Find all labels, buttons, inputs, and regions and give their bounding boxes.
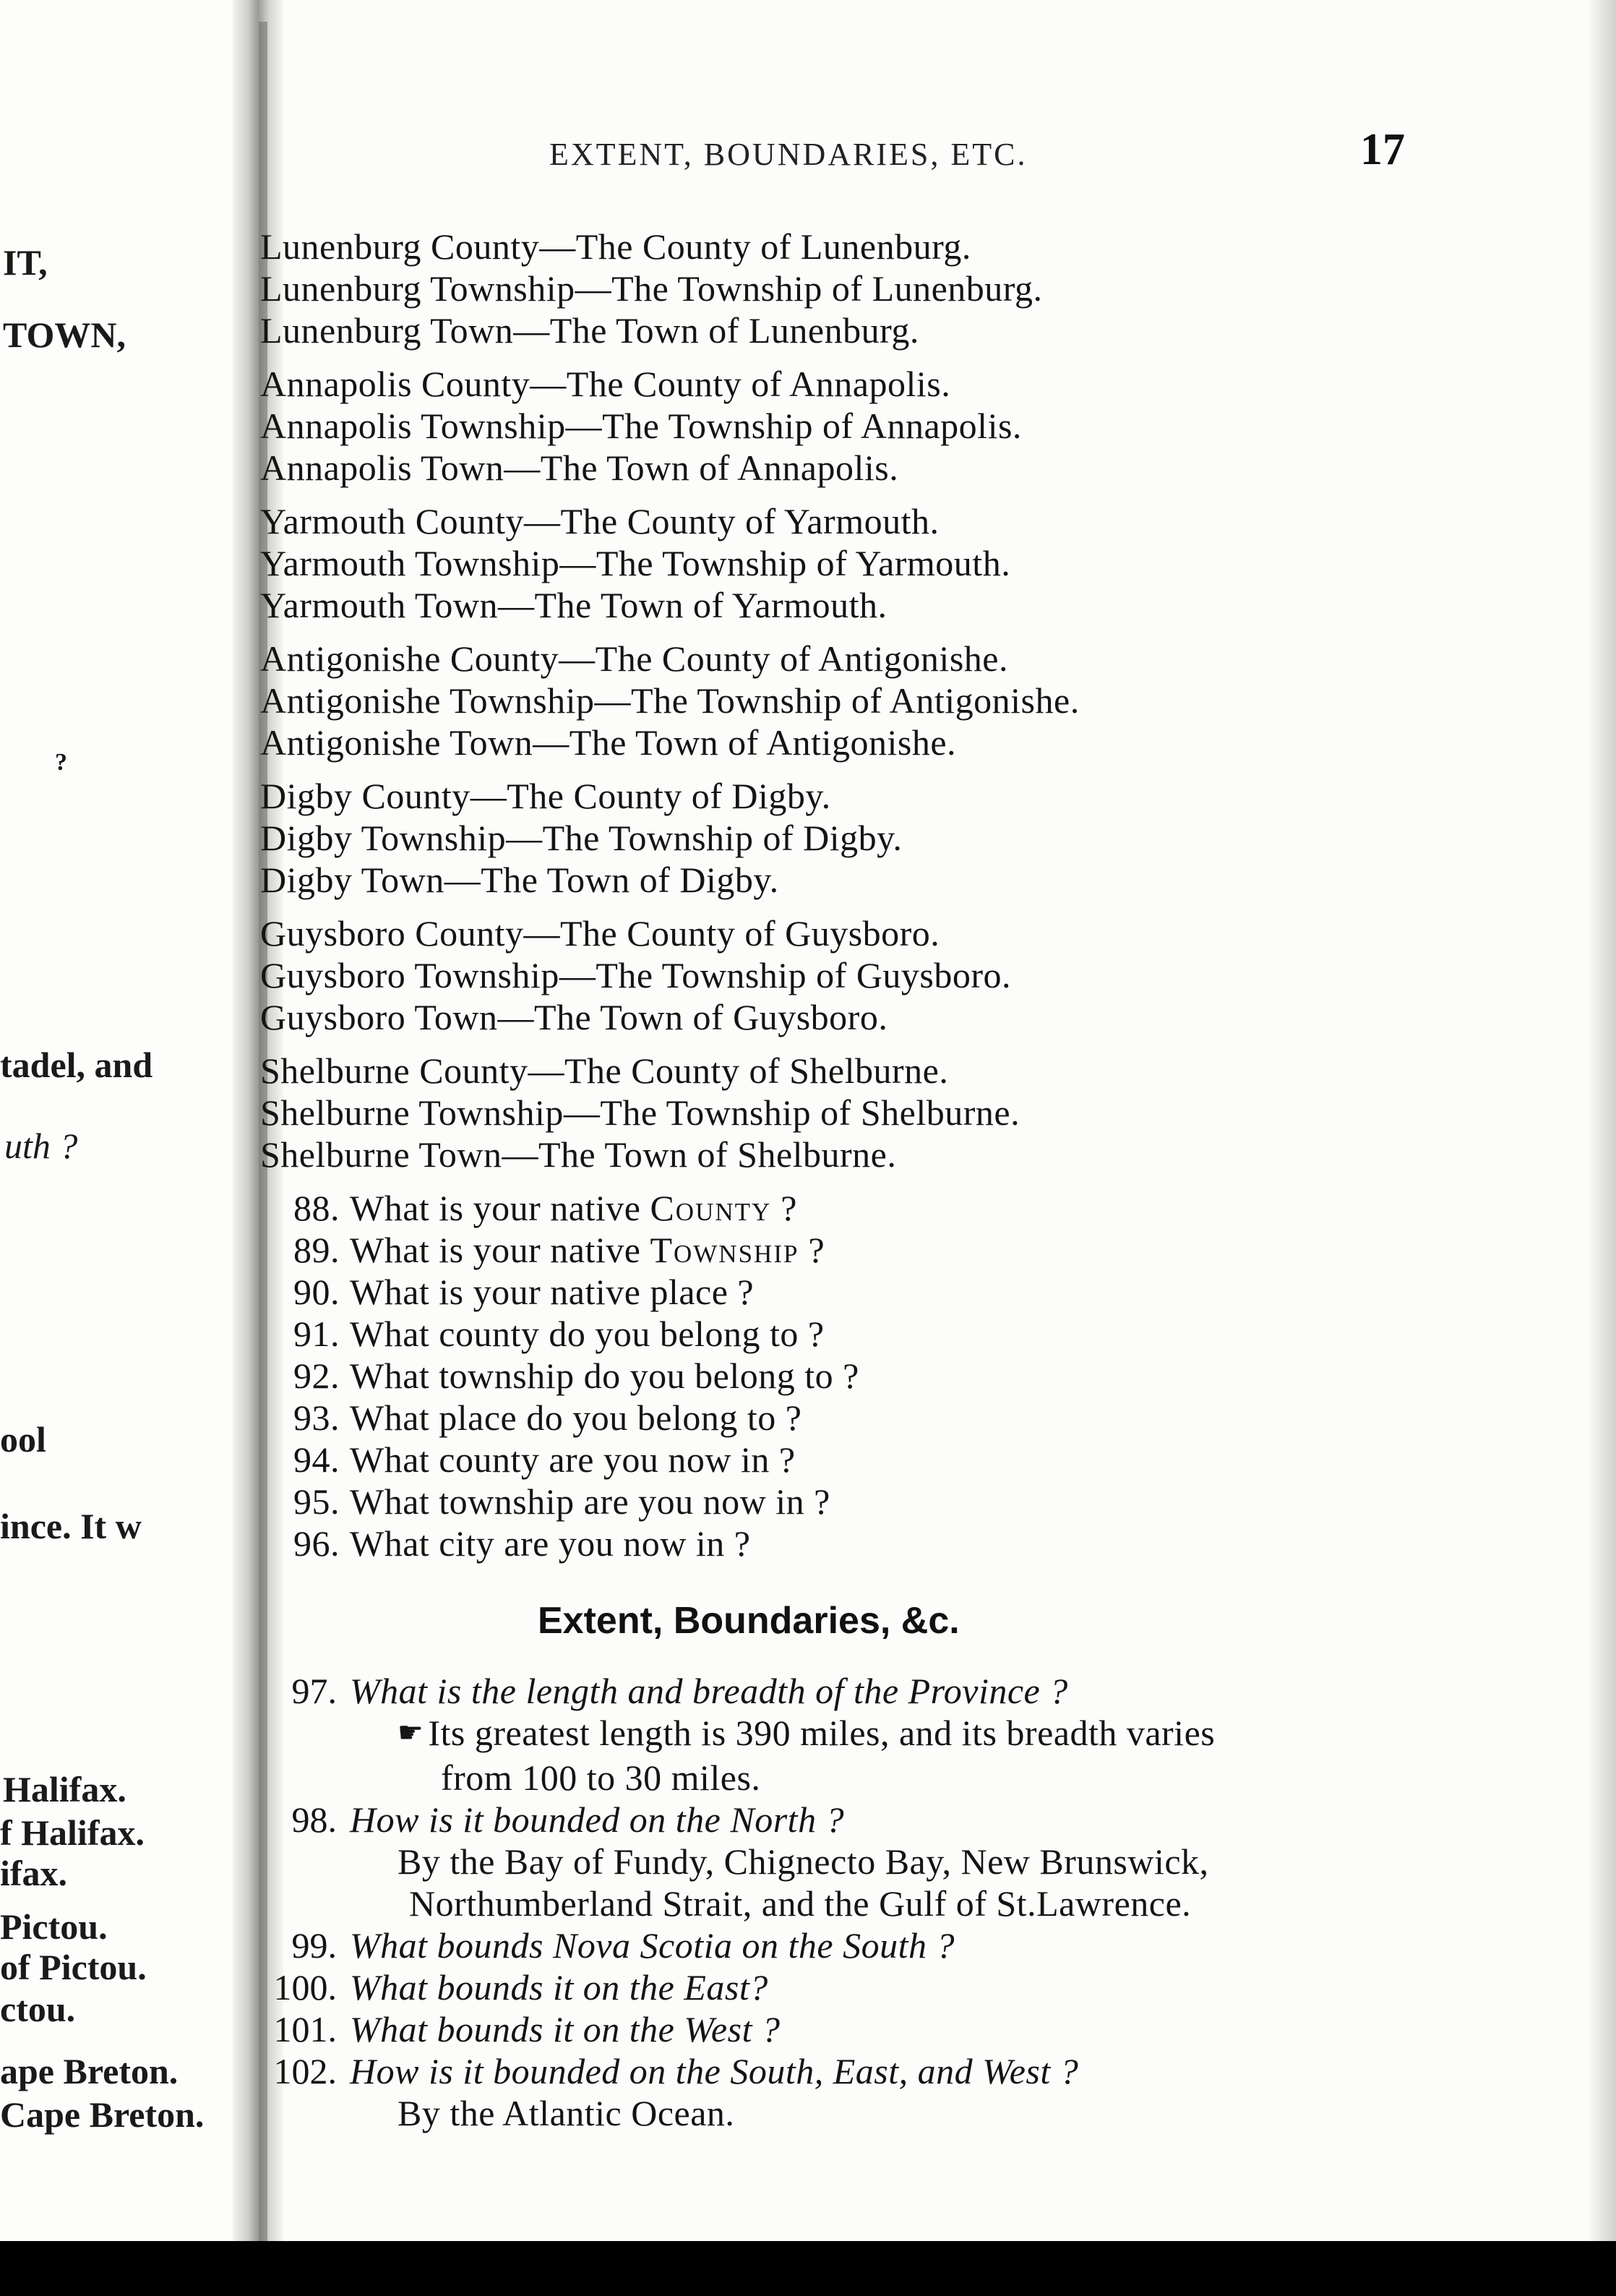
question-95	[260, 1481, 1561, 1522]
township-line: Digby Township—The Township of Digby.	[260, 818, 903, 858]
facing-page-fragment: IT,	[3, 242, 48, 283]
county-group-yarmouth	[260, 500, 1561, 626]
county-group-annapolis	[260, 363, 1561, 489]
county-group-guysboro	[260, 912, 1561, 1038]
question-number: 100.	[273, 1967, 337, 2008]
facing-page-fragment: ool	[0, 1419, 46, 1460]
question-text: What bounds it on the East?	[350, 1967, 768, 2008]
question-102	[246, 2050, 1576, 2092]
question-text	[350, 1187, 797, 1229]
question-text	[350, 1229, 825, 1271]
township-line: Guysboro Township—The Township of Guysboro.	[260, 955, 1012, 995]
township-line: Yarmouth Township—The Township of Yarmouth.	[260, 543, 1011, 583]
facing-page-fragment: tadel, and	[0, 1045, 153, 1085]
town-line: Shelburne Town—The Town of Shelburne.	[260, 1134, 897, 1175]
question-number: 97.	[291, 1671, 337, 1711]
facing-page-fragment: Halifax.	[3, 1769, 126, 1809]
question-text: What bounds Nova Scotia on the South ?	[350, 1925, 955, 1966]
answer-98: By the Bay of Fundy, Chignecto Bay, New Brunswick,	[397, 1841, 1209, 1882]
question-number: 90.	[293, 1272, 340, 1312]
town-line: Digby Town—The Town of Digby.	[260, 860, 779, 900]
scan-border	[0, 2241, 1616, 2296]
town-line: Yarmouth Town—The Town of Yarmouth.	[260, 585, 887, 625]
question-99	[246, 1924, 1576, 1966]
question-88	[260, 1187, 1561, 1229]
question-number: 99.	[291, 1925, 337, 1966]
facing-page-fragment: TOWN,	[3, 314, 126, 355]
facing-page-fragment: Cape Breton.	[0, 2094, 205, 2135]
question-90	[260, 1271, 1561, 1313]
answer-text: Its greatest length is 390 miles, and its breadth varies	[428, 1713, 1216, 1753]
county-group-digby	[260, 775, 1561, 901]
question-tail: ?	[799, 1230, 825, 1270]
question-text: What is the length and breadth of the Province ?	[350, 1671, 1068, 1711]
question-lead: What is your native	[350, 1230, 650, 1270]
question-97	[246, 1670, 1576, 1712]
answer-102: By the Atlantic Ocean.	[397, 2093, 735, 2133]
facing-page-fragment: of Pictou.	[0, 1947, 147, 1987]
question-text: What county are you now in ?	[350, 1439, 796, 1480]
facing-page-fragment: ctou.	[0, 1989, 76, 2029]
question-number: 92.	[293, 1355, 340, 1396]
facing-page-fragment: Pictou.	[0, 1906, 108, 1947]
question-number: 88.	[293, 1188, 340, 1228]
question-emphasis: County	[650, 1188, 772, 1228]
town-line: Annapolis Town—The Town of Annapolis.	[260, 447, 899, 488]
county-group-antigonishe	[260, 638, 1561, 763]
question-number: 93.	[293, 1397, 340, 1438]
facing-page-fragment: ince. It w	[0, 1506, 142, 1546]
town-line: Antigonishe Town—The Town of Antigonishe.	[260, 722, 957, 763]
question-text: What place do you belong to ?	[350, 1397, 802, 1438]
county-line: Shelburne County—The County of Shelburne.	[260, 1050, 949, 1091]
county-line: Lunenburg County—The County of Lunenburg.	[260, 226, 971, 267]
facing-page-fragment: uth ?	[4, 1126, 78, 1166]
question-number: 101.	[273, 2009, 337, 2049]
question-emphasis: Township	[650, 1230, 799, 1270]
question-96	[260, 1522, 1561, 1564]
running-head: EXTENT, BOUNDARIES, ETC.	[549, 137, 1028, 172]
question-101	[246, 2008, 1576, 2050]
question-98	[246, 1799, 1576, 1841]
question-92	[260, 1355, 1561, 1397]
question-text: What bounds it on the West ?	[350, 2009, 781, 2049]
town-line: Guysboro Town—The Town of Guysboro.	[260, 997, 888, 1037]
county-group-lunenburg	[260, 226, 1561, 351]
question-number: 96.	[293, 1523, 340, 1564]
facing-page-fragment: f Halifax.	[0, 1812, 145, 1853]
question-number: 94.	[293, 1439, 340, 1480]
county-line: Digby County—The County of Digby.	[260, 776, 831, 816]
answer-98-continued: Northumberland Strait, and the Gulf of St.Lawrence.	[409, 1883, 1192, 1924]
facing-page-fragment: ?	[55, 749, 67, 776]
county-line: Yarmouth County—The County of Yarmouth.	[260, 501, 940, 541]
township-line: Annapolis Township—The Township of Annapolis.	[260, 406, 1022, 446]
question-number: 102.	[273, 2051, 337, 2091]
answer-97-continued: from 100 to 30 miles.	[441, 1757, 761, 1798]
question-number: 89.	[293, 1230, 340, 1270]
county-line: Annapolis County—The County of Annapolis.	[260, 364, 951, 404]
question-93	[260, 1397, 1561, 1439]
county-list	[260, 226, 1561, 1564]
section-heading: Extent, Boundaries, &c.	[538, 1600, 960, 1642]
extent-boundaries-questions	[246, 1670, 1576, 2134]
question-text: What county do you belong to ?	[350, 1314, 825, 1354]
town-line: Lunenburg Town—The Town of Lunenburg.	[260, 310, 919, 351]
question-text: How is it bounded on the South, East, and West ?	[350, 2051, 1079, 2091]
question-text: What is your native place ?	[350, 1272, 755, 1312]
facing-page-fragment: ape Breton.	[0, 2051, 179, 2091]
native-place-questions	[260, 1187, 1561, 1564]
question-100	[246, 1966, 1576, 2008]
page-number: 17	[1360, 125, 1405, 174]
page-right-edge	[1587, 0, 1616, 2241]
question-89	[260, 1229, 1561, 1271]
question-94	[260, 1439, 1561, 1481]
question-number: 91.	[293, 1314, 340, 1354]
county-group-shelburne	[260, 1050, 1561, 1175]
question-tail: ?	[771, 1188, 797, 1228]
pointing-hand-icon: ☛	[397, 1716, 424, 1749]
facing-page-fragment: ifax.	[0, 1853, 68, 1893]
township-line: Shelburne Township—The Township of Shelburne.	[260, 1092, 1020, 1133]
question-text: What township do you belong to ?	[350, 1355, 859, 1396]
question-text: What city are you now in ?	[350, 1523, 751, 1564]
answer-97	[246, 1712, 1576, 1757]
county-line: Antigonishe County—The County of Antigonishe.	[260, 638, 1008, 679]
township-line: Antigonishe Township—The Township of Antigonishe.	[260, 680, 1080, 721]
question-lead: What is your native	[350, 1188, 650, 1228]
question-number: 98.	[291, 1799, 337, 1840]
township-line: Lunenburg Township—The Township of Lunenburg.	[260, 268, 1043, 309]
county-line: Guysboro County—The County of Guysboro.	[260, 913, 940, 954]
question-number: 95.	[293, 1481, 340, 1522]
question-91	[260, 1313, 1561, 1355]
question-text: How is it bounded on the North ?	[350, 1799, 845, 1840]
question-text: What township are you now in ?	[350, 1481, 830, 1522]
